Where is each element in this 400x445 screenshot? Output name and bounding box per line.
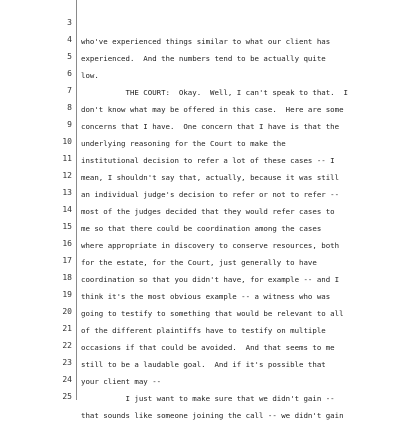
line-number: 21: [62, 324, 72, 333]
line-number: 9: [67, 120, 72, 129]
line-number: 6: [67, 69, 72, 78]
line-text: coordination so that you didn't have, for example -- and I: [81, 275, 340, 284]
line-number: 25: [62, 392, 72, 401]
line-number: 15: [62, 222, 72, 231]
line-text: experienced. And the numbers tend to be actually quite: [81, 54, 326, 63]
line-number: 13: [62, 188, 72, 197]
line-text: still to be a laudable goal. And if it's possible that: [81, 360, 326, 369]
line-number: 14: [62, 205, 72, 214]
line-number: 11: [62, 154, 72, 163]
line-number: 7: [67, 86, 72, 95]
line-number: 24: [62, 375, 72, 384]
line-number: 17: [62, 256, 72, 265]
line-text: where appropriate in discovery to conserve resources, both: [81, 241, 340, 250]
line-text: don't know what may be offered in this case. Here are some: [81, 105, 344, 114]
line-number: 23: [62, 358, 72, 367]
transcript-line: [0, 0, 400, 46]
line-number: 5: [67, 52, 72, 61]
line-text: for the estate, for the Court, just generally to have: [81, 258, 317, 267]
line-number: 20: [62, 307, 72, 316]
line-text: most of the judges decided that they would refer cases to: [81, 207, 335, 216]
line-text: that sounds like someone joining the call -- we didn't gain: [81, 411, 344, 420]
line-number: 8: [67, 103, 72, 112]
line-number: 16: [62, 239, 72, 248]
line-text: me so that there could be coordination among the cases: [81, 224, 322, 233]
line-number: 12: [62, 171, 72, 180]
line-text: THE COURT: Okay. Well, I can't speak to that. I: [81, 88, 348, 97]
line-text: who've experienced things similar to what our client has: [81, 37, 331, 46]
line-text: occasions if that could be avoided. And that seems to me: [81, 343, 335, 352]
line-number: 22: [62, 341, 72, 350]
line-text: of the different plaintiffs have to testify on multiple: [81, 326, 326, 335]
line-text: concerns that I have. One concern that I have is that the: [81, 122, 340, 131]
line-text: low.: [81, 71, 99, 80]
line-text: underlying reasoning for the Court to make the: [81, 139, 286, 148]
line-text: think it's the most obvious example -- a witness who was: [81, 292, 331, 301]
line-number: 4: [67, 35, 72, 44]
line-text: institutional decision to refer a lot of these cases -- I: [81, 156, 335, 165]
line-text: your client may --: [81, 377, 162, 386]
line-text: going to testify to something that would be relevant to all: [81, 309, 344, 318]
line-number: 18: [62, 273, 72, 282]
line-text: mean, I shouldn't say that, actually, because it was still: [81, 173, 340, 182]
line-text: an individual judge's decision to refer or not to refer --: [81, 190, 340, 199]
line-text: I just want to make sure that we didn't gain --: [81, 394, 335, 403]
line-number: 10: [62, 137, 72, 146]
line-number: 3: [67, 18, 72, 27]
line-number: 19: [62, 290, 72, 299]
